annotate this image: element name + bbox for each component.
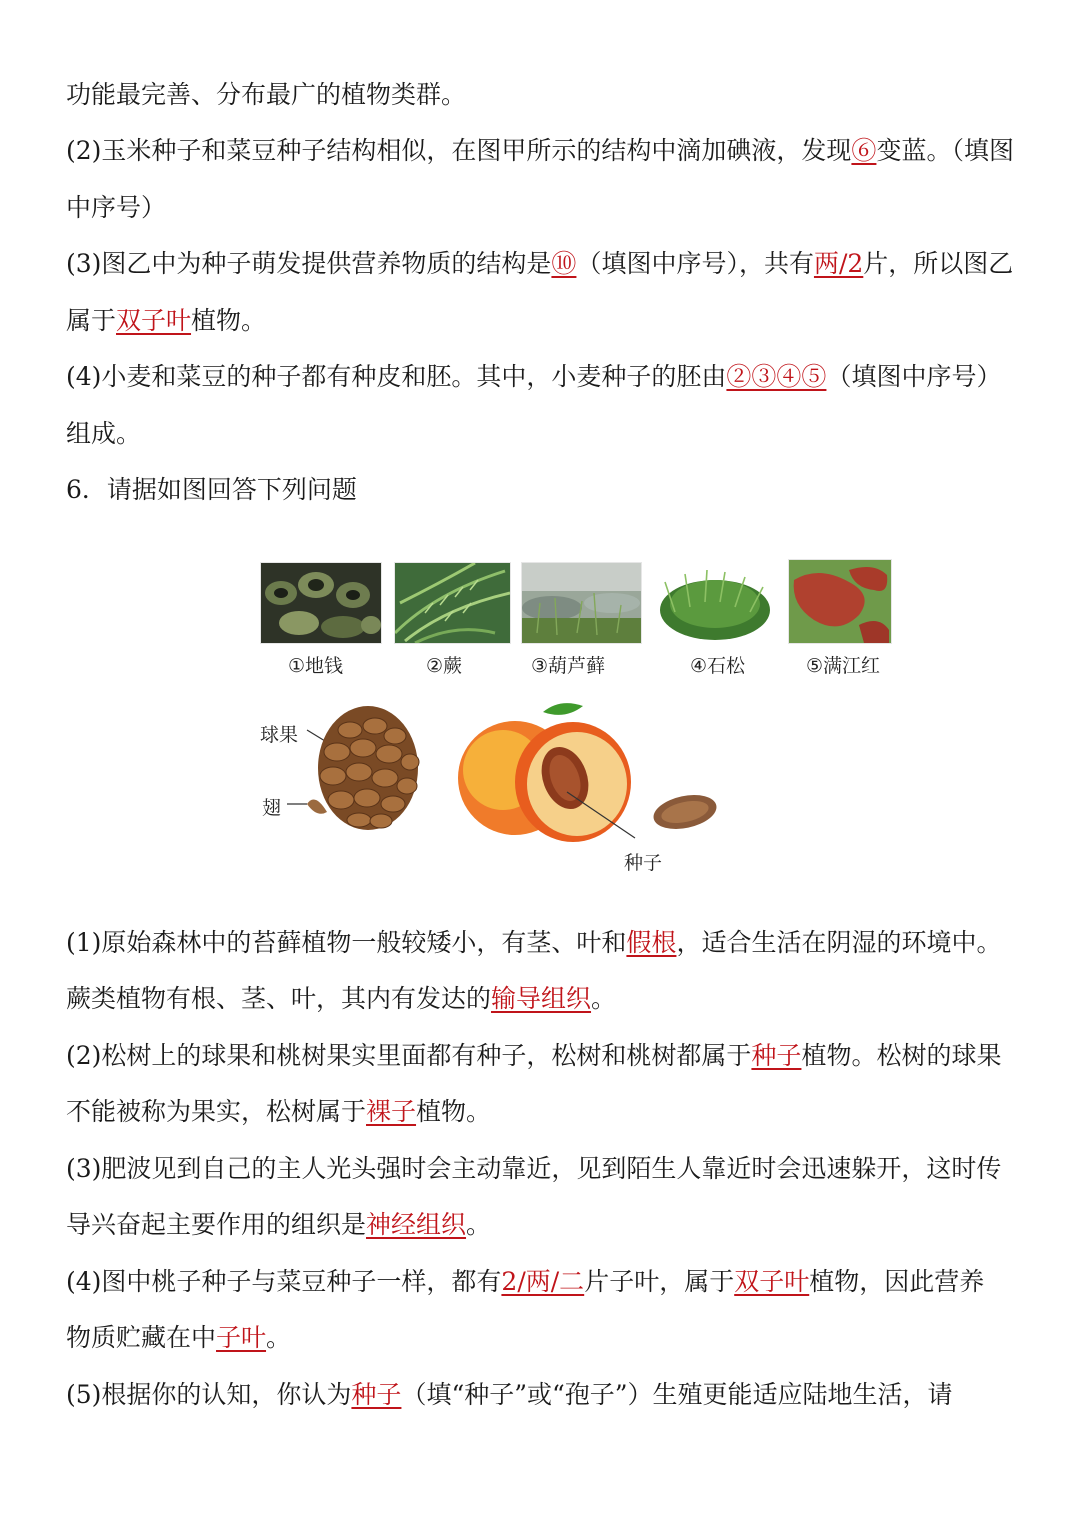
peach-illustration: [455, 700, 725, 850]
text-segment: 蕨类植物有根、茎、叶，其内有发达的: [66, 984, 492, 1013]
text-segment: (4)小麦和菜豆的种子都有种皮和胚。其中，小麦种子的胚由: [66, 362, 727, 391]
cone-label: 球果: [260, 724, 299, 746]
answer-text: ⑩: [551, 249, 577, 278]
paragraph-line: [66, 191, 166, 225]
wing-label: 翅: [262, 797, 282, 819]
seed-label: 种子: [624, 852, 663, 874]
fern-photo: [394, 562, 511, 644]
text-segment: (1)原始森林中的苔藓植物一般较矮小，有茎、叶和: [66, 928, 627, 957]
paragraph-line: [66, 360, 1001, 394]
paragraph-line: [66, 1208, 491, 1242]
text-segment: 植物。: [191, 306, 267, 335]
paragraph-line: [66, 982, 616, 1016]
text-segment: 。: [591, 984, 617, 1013]
paragraph-line: [66, 134, 1014, 168]
answer-text: 输导组织: [491, 984, 592, 1013]
answer-text: 裸子: [366, 1097, 417, 1126]
answer-text: 假根: [626, 928, 677, 957]
text-segment: (2)松树上的球果和桃树果实里面都有种子，松树和桃树都属于: [66, 1041, 752, 1070]
text-segment: 导兴奋起主要作用的组织是: [66, 1210, 367, 1239]
answer-text: 子叶: [216, 1323, 267, 1352]
plant-label: ②蕨: [426, 655, 463, 677]
answer-text: 两/2: [813, 249, 864, 278]
text-segment: 。: [266, 1323, 292, 1352]
text-segment: 。: [466, 1210, 492, 1239]
text-segment: (3)图乙中为种子萌发提供营养物质的结构是: [66, 249, 552, 278]
paragraph-line: [66, 1152, 1001, 1186]
answer-text: 2/两/二: [501, 1267, 585, 1296]
plant-label: ③葫芦藓: [531, 655, 606, 677]
answer-text: 双子叶: [116, 306, 192, 335]
answer-text: 神经组织: [366, 1210, 467, 1239]
paragraph-line: [66, 1378, 953, 1412]
liverwort-photo: [260, 562, 382, 644]
text-segment: 植物。: [416, 1097, 492, 1126]
text-segment: 植物，因此营养: [809, 1267, 985, 1296]
text-segment: 中序号）: [66, 193, 167, 222]
azolla-photo: [788, 559, 892, 644]
paragraph-line: [66, 1039, 1001, 1073]
paragraph-line: [66, 78, 466, 112]
paragraph-line: [66, 1321, 291, 1355]
text-segment: 组成。: [66, 419, 142, 448]
text-segment: 不能被称为果实，松树属于: [66, 1097, 367, 1126]
paragraph-line: [66, 1095, 491, 1129]
text-segment: 植物。松树的球果: [801, 1041, 1002, 1070]
question-title: [66, 473, 357, 507]
plant-label: ⑤满江红: [806, 655, 881, 677]
text-segment: (3)肥波见到自己的主人光头强时会主动靠近，见到陌生人靠近时会迅速躲开，这时传: [66, 1154, 1002, 1183]
plant-label: ①地钱: [288, 655, 344, 677]
text-segment: ，适合生活在阴湿的环境中。: [676, 928, 1002, 957]
text-segment: （填“种子”或“孢子”）生殖更能适应陆地生活，请: [401, 1380, 953, 1409]
answer-text: 种子: [751, 1041, 802, 1070]
text-segment: （填图中序号）: [826, 362, 1002, 391]
answer-text: 双子叶: [734, 1267, 810, 1296]
text-segment: （填图中序号），共有: [576, 249, 814, 278]
paragraph-line: [66, 1265, 984, 1299]
text-segment: 属于: [66, 306, 117, 335]
paragraph-line: [66, 417, 141, 451]
text-segment: 片子叶，属于: [584, 1267, 735, 1296]
text-segment: 物质贮藏在中: [66, 1323, 217, 1352]
text-segment: 片，所以图乙: [863, 249, 1014, 278]
text-segment: 功能最完善、分布最广的植物类群。: [66, 80, 467, 109]
paragraph-line: [66, 304, 266, 338]
clubmoss-photo: [655, 562, 773, 642]
answer-text: 种子: [351, 1380, 402, 1409]
paragraph-line: [66, 247, 1013, 281]
text-segment: (2)玉米种子和菜豆种子结构相似，在图甲所示的结构中滴加碘液，发现: [66, 136, 852, 165]
text-segment: (4)图中桃子种子与菜豆种子一样，都有: [66, 1267, 502, 1296]
text-segment: 6．请据如图回答下列问题: [66, 475, 357, 504]
plant-label: ④石松: [690, 655, 746, 677]
text-segment: 变蓝。（填图: [876, 136, 1014, 165]
moss-photo: [521, 562, 642, 644]
text-segment: (5)根据你的认知，你认为: [66, 1380, 352, 1409]
answer-text: ⑥: [851, 136, 877, 165]
answer-text: ②③④⑤: [726, 362, 827, 391]
paragraph-line: [66, 926, 1001, 960]
